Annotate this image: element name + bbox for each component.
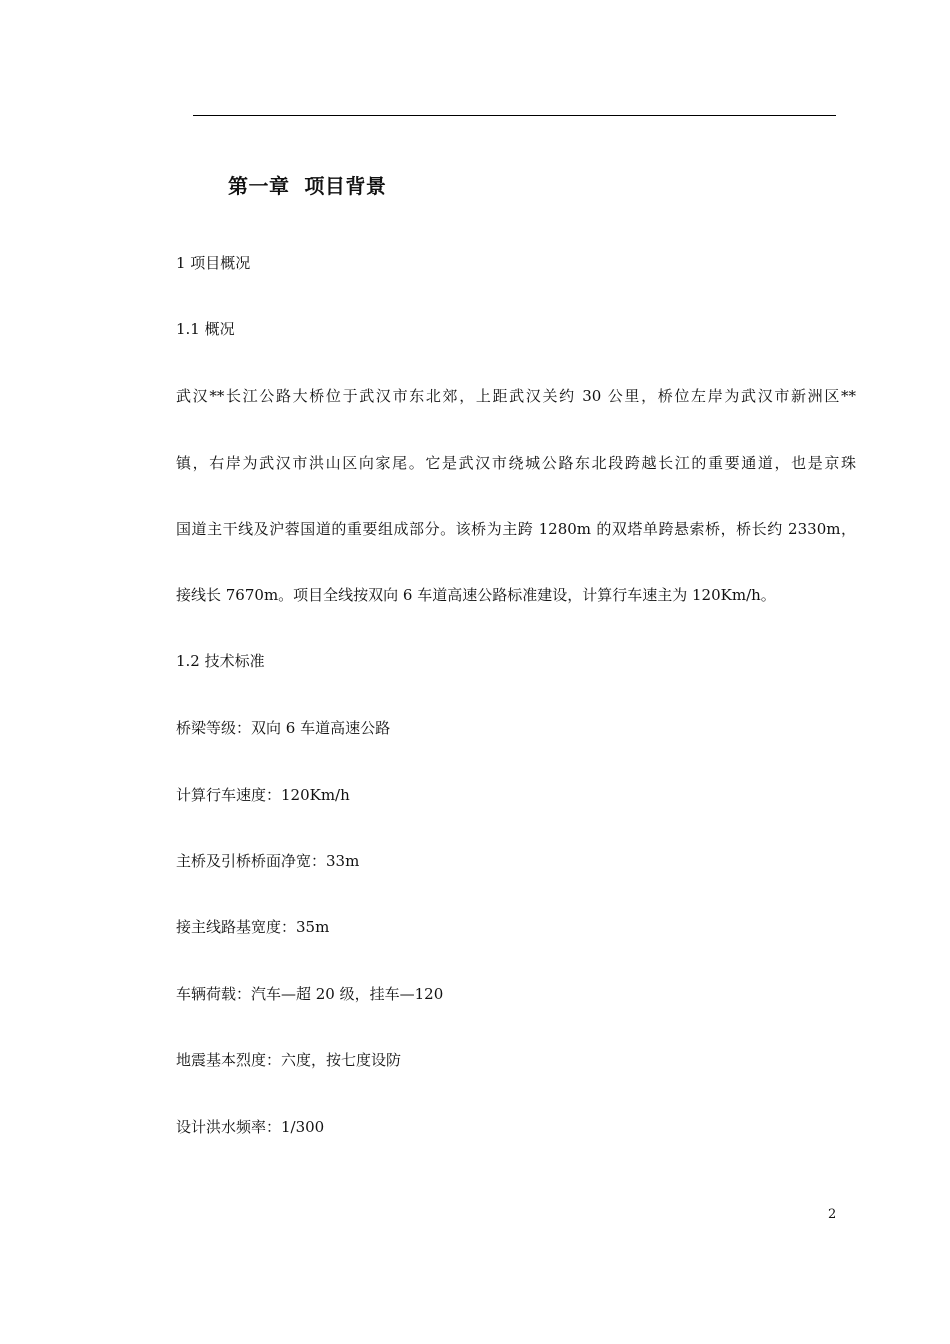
- paragraph-line-1: 武汉**长江公路大桥位于武汉市东北郊，上距武汉关约 30 公里，桥位左岸为武汉市新洲区**: [176, 387, 856, 405]
- standard-item-seismic-intensity: 地震基本烈度：六度，按七度设防: [176, 1051, 402, 1069]
- page-number: 2: [828, 1207, 837, 1222]
- section-heading-1-2: 1.2 技术标准: [176, 652, 265, 670]
- section-heading-1: 1 项目概况: [176, 254, 251, 272]
- standard-item-vehicle-load: 车辆荷载：汽车—超 20 级，挂车—120: [176, 985, 444, 1003]
- paragraph-line-4: 接线长 7670m。项目全线按双向 6 车道高速公路标准建设，计算行车速主为 120Km/h。: [176, 586, 776, 604]
- standard-item-design-speed: 计算行车速度：120Km/h: [176, 786, 350, 804]
- chapter-title: 第一章 项目背景: [228, 174, 387, 198]
- header-rule: [193, 115, 836, 116]
- paragraph-line-3: 国道主干线及沪蓉国道的重要组成部分。该桥为主跨 1280m 的双塔单跨悬索桥，桥长约 2330m，: [176, 520, 856, 538]
- standard-item-deck-width: 主桥及引桥桥面净宽：33m: [176, 852, 360, 870]
- standard-item-subgrade-width: 接主线路基宽度：35m: [176, 918, 330, 936]
- section-heading-1-1: 1.1 概况: [176, 320, 235, 338]
- standard-item-bridge-grade: 桥梁等级：双向 6 车道高速公路: [176, 719, 391, 737]
- standard-item-flood-frequency: 设计洪水频率：1/300: [176, 1118, 325, 1136]
- paragraph-line-2: 镇，右岸为武汉市洪山区向家尾。它是武汉市绕城公路东北段跨越长江的重要通道，也是京珠: [176, 454, 856, 472]
